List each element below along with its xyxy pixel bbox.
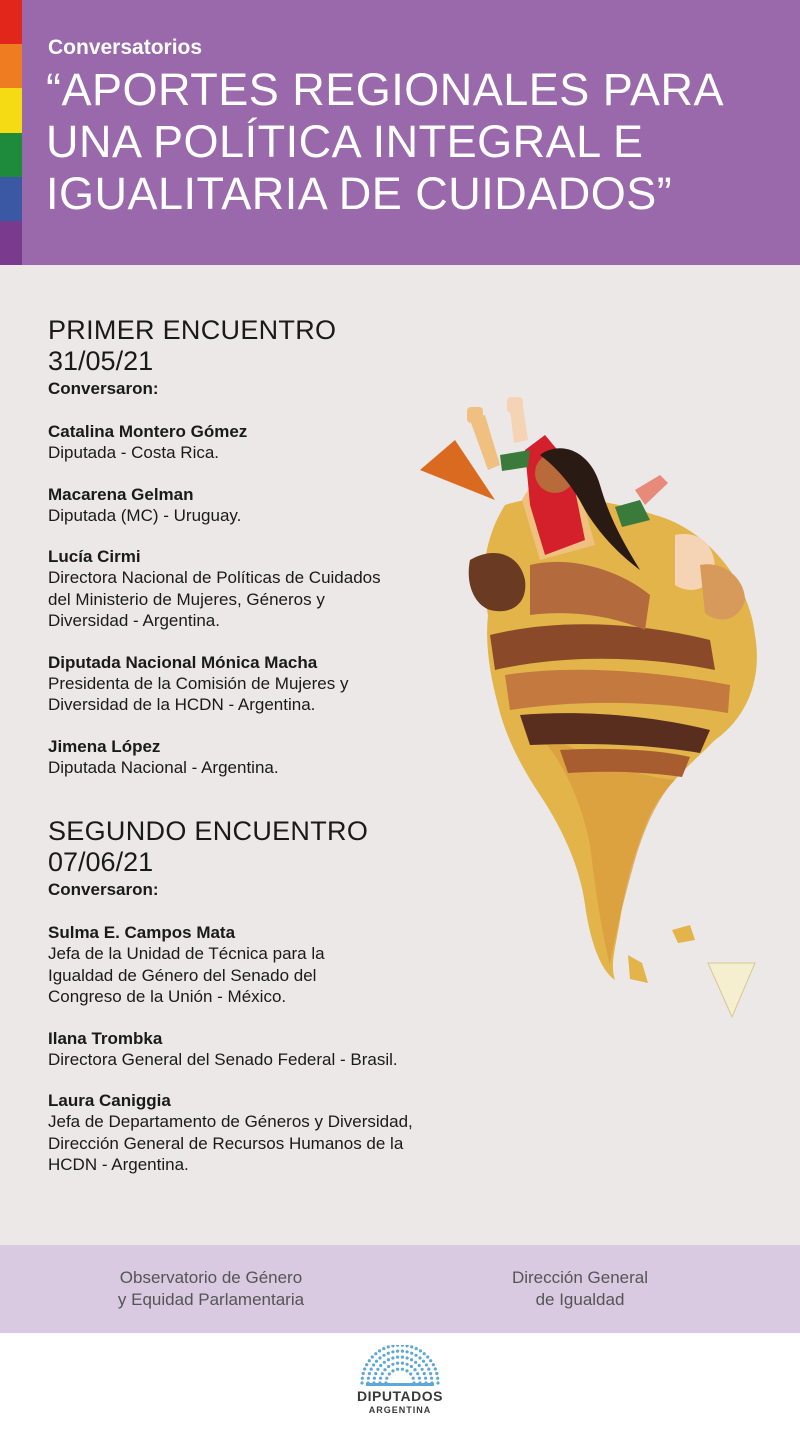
section-date: 07/06/21 xyxy=(48,847,154,877)
section-date: 31/05/21 xyxy=(48,346,154,376)
dome-dot xyxy=(387,1345,390,1348)
dome-dot xyxy=(423,1352,426,1355)
green-scarf xyxy=(500,450,530,471)
rainbow-stripe xyxy=(0,0,22,265)
speaker-name: Ilana Trombka xyxy=(48,1028,163,1048)
dome-dot xyxy=(379,1364,382,1367)
dome-dot xyxy=(376,1368,379,1371)
dome-dot xyxy=(429,1372,432,1375)
speaker-role-line: Jefa de Departamento de Géneros y Diversidad, xyxy=(48,1112,413,1131)
dome-dot xyxy=(363,1367,366,1370)
dome-dot xyxy=(434,1367,437,1370)
dome-dot xyxy=(401,1368,404,1371)
diputados-logo xyxy=(340,1345,460,1425)
dome-dot xyxy=(361,1377,364,1380)
speaker-role-line: Presidenta de la Comisión de Mujeres y xyxy=(48,673,349,693)
dome-dot xyxy=(406,1350,409,1353)
dome-dot xyxy=(418,1356,421,1359)
dome-dot xyxy=(425,1363,428,1366)
direccion-credit xyxy=(470,1267,690,1311)
encounter-section xyxy=(48,816,468,1176)
dome-dot xyxy=(396,1362,399,1365)
speaker-entry xyxy=(48,1090,468,1176)
rainbow-color-band xyxy=(0,177,22,221)
dome-dot xyxy=(379,1377,382,1380)
dome-dot xyxy=(430,1377,433,1380)
kicker-text: Conversatorios xyxy=(48,36,203,59)
speaker-role-line: Congreso de la Unión - México. xyxy=(48,987,287,1006)
dome-dot xyxy=(422,1360,425,1363)
dome-dot xyxy=(405,1369,408,1372)
dome-dot xyxy=(401,1356,404,1359)
logo-text-diputados: DIPUTADOS xyxy=(357,1388,443,1404)
rainbow-color-band xyxy=(0,44,22,88)
dome-dot xyxy=(406,1345,409,1347)
rainbow-color-band xyxy=(0,0,22,44)
speaker-role-line: Diputada Nacional - Argentina. xyxy=(48,757,279,777)
speaker-role-line: Diputada (MC) - Uruguay. xyxy=(48,505,242,525)
dome-dot xyxy=(396,1350,399,1353)
dome-dot xyxy=(419,1349,422,1352)
rainbow-color-band xyxy=(0,88,22,132)
dome-dot xyxy=(383,1368,386,1371)
fist xyxy=(507,397,523,413)
dome-dot xyxy=(382,1354,385,1357)
dome-dot xyxy=(365,1363,368,1366)
congress-dome-icon xyxy=(340,1345,460,1387)
dome-dot xyxy=(423,1372,426,1375)
title-line: UNA POLÍTICA INTEGRAL E xyxy=(46,116,644,167)
dome-dot xyxy=(432,1363,435,1366)
dome-dot xyxy=(435,1372,438,1375)
dome-dot xyxy=(378,1356,381,1359)
speaker-entry xyxy=(48,922,468,1008)
dome-dot xyxy=(391,1356,394,1359)
dome-dot xyxy=(368,1372,371,1375)
dome-dot xyxy=(418,1377,421,1380)
speaker-name: Diputada Nacional Mónica Macha xyxy=(48,652,318,672)
dome-dot xyxy=(410,1345,413,1348)
logo-text-argentina: ARGENTINA xyxy=(368,1405,432,1415)
dome-dot xyxy=(436,1377,439,1380)
speaker-name: Lucía Cirmi xyxy=(48,547,141,566)
page-title xyxy=(46,64,786,220)
speaker-role-line: Dirección General de Recursos Humanos de la xyxy=(48,1133,404,1153)
dome-dot xyxy=(396,1368,399,1371)
dome-dot xyxy=(375,1360,378,1363)
antarctic-triangle xyxy=(708,963,755,1017)
dome-dot xyxy=(387,1352,390,1355)
dome-dot xyxy=(373,1377,376,1380)
speaker-entry xyxy=(48,484,468,527)
dome-dot xyxy=(391,1369,394,1372)
dome-dot xyxy=(391,1363,394,1366)
credit-line: y Equidad Parlamentaria xyxy=(117,1290,305,1309)
encounter-section xyxy=(48,315,468,778)
speaker-role-line: Diputada - Costa Rica. xyxy=(48,443,220,462)
speaker-entry xyxy=(48,421,468,464)
dome-dot xyxy=(415,1347,418,1350)
speaker-name: Sulma E. Campos Mata xyxy=(48,923,236,942)
header-banner xyxy=(0,0,800,265)
dome-dot xyxy=(414,1361,417,1364)
island xyxy=(628,955,648,983)
dome-dot xyxy=(421,1368,424,1371)
speaker-role-line: Diversidad - Argentina. xyxy=(48,611,220,630)
dome-dot xyxy=(410,1365,413,1368)
dome-dot xyxy=(370,1368,373,1371)
speaker-role-line: Igualdad de Género del Senado del xyxy=(48,965,317,985)
speaker-entry xyxy=(48,1028,468,1071)
dome-dot xyxy=(414,1354,417,1357)
rainbow-color-band xyxy=(0,133,22,177)
speaker-name: Jimena López xyxy=(48,736,161,756)
speaker-role-line: Diversidad de la HCDN - Argentina. xyxy=(48,695,316,714)
speaker-role-line: HCDN - Argentina. xyxy=(48,1155,189,1174)
section-subheading: Conversaron: xyxy=(48,379,159,398)
figure-head-right2 xyxy=(700,564,745,619)
dome-dot xyxy=(416,1372,419,1375)
raised-arm xyxy=(470,415,500,470)
speaker-entry xyxy=(48,546,468,632)
speaker-role-line: Jefa de la Unidad de Técnica para la xyxy=(48,944,325,963)
dome-dot xyxy=(401,1345,404,1347)
dome-dot xyxy=(387,1365,390,1368)
dome-dot xyxy=(391,1345,394,1347)
section-heading: SEGUNDO ENCUENTRO xyxy=(48,816,369,846)
dome-dot xyxy=(401,1350,404,1353)
island xyxy=(672,925,695,943)
dome-dot xyxy=(406,1356,409,1359)
credit-line: Dirección General xyxy=(511,1268,649,1287)
speaker-entry xyxy=(48,736,468,779)
dome-dot xyxy=(362,1372,365,1375)
speaker-role-line: del Ministerio de Mujeres, Géneros y xyxy=(48,589,325,609)
dome-dot xyxy=(374,1352,377,1355)
dome-dot xyxy=(391,1350,394,1353)
dome-dot xyxy=(360,1381,363,1384)
speaker-name: Laura Caniggia xyxy=(48,1091,171,1110)
dome-dot xyxy=(426,1355,429,1358)
speaker-role-line: Directora General del Senado Federal - Brasil. xyxy=(48,1049,398,1069)
dome-dot xyxy=(401,1362,404,1365)
dome-dot xyxy=(409,1372,412,1375)
dome-dot xyxy=(368,1359,371,1362)
dome-dot xyxy=(374,1372,377,1375)
dome-dot xyxy=(429,1359,432,1362)
fist xyxy=(467,407,483,423)
program-content xyxy=(48,315,468,1196)
speaker-name: Macarena Gelman xyxy=(48,484,194,504)
dome-dot xyxy=(372,1363,375,1366)
dome-dot xyxy=(385,1377,388,1380)
title-line: IGUALITARIA DE CUIDADOS” xyxy=(46,168,673,219)
credit-line: Observatorio de Género xyxy=(119,1268,303,1287)
dome-dot xyxy=(371,1355,374,1358)
credit-line: de Igualdad xyxy=(535,1290,625,1309)
speaker-entry xyxy=(48,652,468,716)
dome-dot xyxy=(418,1364,421,1367)
dome-dot xyxy=(387,1358,390,1361)
speaker-role-line: Directora Nacional de Políticas de Cuidados xyxy=(48,568,381,587)
dome-dot xyxy=(382,1347,385,1350)
dome-dot xyxy=(406,1363,409,1366)
dome-dot xyxy=(410,1358,413,1361)
dome-dot xyxy=(427,1368,430,1371)
section-heading: PRIMER ENCUENTRO xyxy=(48,315,337,345)
dome-dot xyxy=(412,1377,415,1380)
footer-band xyxy=(0,1245,800,1333)
dome-dot xyxy=(378,1349,381,1352)
dome-dot xyxy=(410,1352,413,1355)
dome-dot xyxy=(436,1381,439,1384)
dome-dot xyxy=(367,1377,370,1380)
dome-dot xyxy=(413,1368,416,1371)
dome-dot xyxy=(383,1361,386,1364)
speaker-name: Catalina Montero Gómez xyxy=(48,422,248,441)
observatorio-credit xyxy=(70,1267,352,1311)
rainbow-color-band xyxy=(0,221,22,265)
section-subheading: Conversaron: xyxy=(48,880,159,899)
title-line: “APORTES REGIONALES PARA xyxy=(46,64,725,115)
dome-dot xyxy=(424,1377,427,1380)
latin-america-women-illustration xyxy=(410,395,800,1025)
dome-dot xyxy=(388,1372,391,1375)
dome-dot xyxy=(381,1372,384,1375)
dome-dot xyxy=(396,1345,399,1347)
dome-dot xyxy=(396,1356,399,1359)
